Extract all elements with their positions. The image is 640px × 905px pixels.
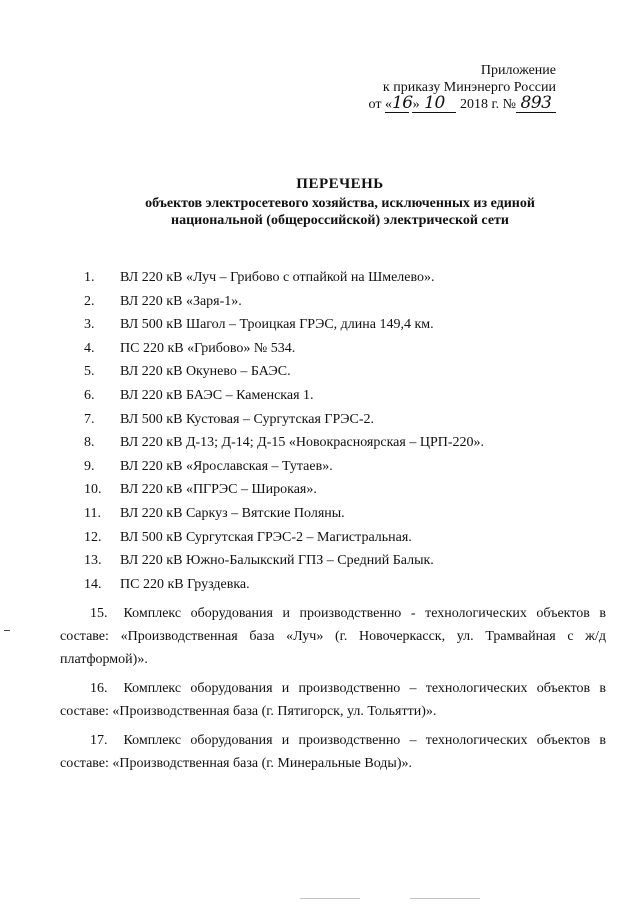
item-text: ВЛ 220 кВ Саркуз – Вятские Поляны. [120, 505, 345, 521]
item-number: 7. [84, 411, 95, 427]
item-number: 4. [84, 340, 95, 356]
item-text: ПС 220 кВ «Грибово» № 534. [120, 340, 296, 356]
item-text: ВЛ 500 кВ Шагол – Троицкая ГРЭС, длина 149,4 км. [120, 317, 434, 333]
item-text: ВЛ 500 кВ Сургутская ГРЭС-2 – Магистральная. [120, 529, 412, 545]
order-number-handwritten: 893 [520, 93, 552, 113]
document-title [60, 176, 620, 229]
item-number: 17. [90, 733, 108, 748]
item-text: Комплекс оборудования и производственно - технологических объектов в составе: «Производственная база «Луч» (г. Новочеркасск, ул. Трамвайная с ж/д платформой)». [60, 606, 606, 667]
item-number: 10. [84, 482, 102, 498]
item-text: ВЛ 220 кВ «Луч – Грибово с отпайкой на Шмелево». [120, 270, 435, 285]
title-subtitle-line-1: объектов электросетевого хозяйства, исключенных из единой [145, 196, 535, 211]
list-item-long [60, 677, 606, 723]
list-item [84, 266, 604, 290]
list-item [84, 502, 604, 526]
item-number: 12. [84, 529, 102, 545]
item-text: Комплекс оборудования и производственно – технологических объектов в составе: «Производственная база (г. Пятигорск, ул. Тольятти)». [60, 681, 606, 719]
list-item [84, 360, 604, 384]
item-number: 1. [84, 270, 95, 285]
item-text: ВЛ 220 кВ «ПГРЭС – Широкая». [120, 482, 317, 498]
item-number: 5. [84, 364, 95, 380]
list-item-long [60, 602, 606, 671]
quote-open: « [384, 97, 392, 112]
item-number: 2. [84, 293, 95, 309]
list-item [84, 337, 604, 361]
item-text: ВЛ 220 кВ «Заря-1». [120, 293, 242, 309]
item-text: Комплекс оборудования и производственно – технологических объектов в составе: «Производственная база (г. Минеральные Воды)». [60, 733, 606, 771]
order-number-field [516, 93, 556, 113]
list-item [84, 573, 604, 597]
order-date-line [316, 93, 556, 113]
item-number: 11. [84, 505, 101, 521]
order-reference: к приказу Минэнерго России [382, 80, 556, 95]
quote-close: » [412, 97, 420, 112]
list-item [84, 313, 604, 337]
list-item [84, 478, 604, 502]
date-prefix: от [368, 97, 382, 112]
margin-mark [4, 630, 10, 631]
bottom-barcode-mark [300, 896, 480, 902]
item-number: 8. [84, 435, 95, 451]
item-number: 9. [84, 458, 95, 474]
list-item [84, 290, 604, 314]
month-handwritten: 10 [424, 93, 445, 113]
month-field [412, 93, 456, 113]
item-text: ВЛ 220 кВ Окунево – БАЭС. [120, 364, 291, 380]
list-item [84, 431, 604, 455]
list-item [84, 549, 604, 573]
list-item [84, 526, 604, 550]
appendix-header [316, 62, 556, 113]
item-number: 13. [84, 553, 102, 569]
day-handwritten: 16 [391, 93, 413, 113]
item-number: 6. [84, 387, 95, 403]
item-text: ПС 220 кВ Груздевка. [120, 576, 250, 592]
item-number: 15. [90, 606, 108, 621]
item-text: ВЛ 220 кВ Д-13; Д-14; Д-15 «Новокрасноярская – ЦРП-220». [120, 435, 484, 451]
item-text: ВЛ 220 кВ «Ярославская – Тутаев». [120, 458, 333, 474]
list-item [84, 384, 604, 408]
item-text: ВЛ 220 кВ Южно-Балыкский ГПЗ – Средний Балык. [120, 553, 434, 569]
year-and-number-label: 2018 г. № [459, 97, 516, 112]
item-number: 3. [84, 317, 95, 333]
item-text: ВЛ 220 кВ БАЭС – Каменская 1. [120, 387, 314, 403]
list-item [84, 455, 604, 479]
title-subtitle-line-2: национальной (общероссийской) электрической сети [171, 213, 509, 228]
item-text: ВЛ 500 кВ Кустовая – Сургутская ГРЭС-2. [120, 411, 375, 427]
list-item-long [60, 729, 606, 775]
objects-list [84, 266, 604, 596]
list-item [84, 408, 604, 432]
item-number: 14. [84, 576, 102, 592]
appendix-label: Приложение [480, 63, 556, 78]
item-number: 16. [90, 681, 108, 696]
day-field [384, 93, 420, 113]
title-main: ПЕРЕЧЕНЬ [296, 176, 384, 192]
